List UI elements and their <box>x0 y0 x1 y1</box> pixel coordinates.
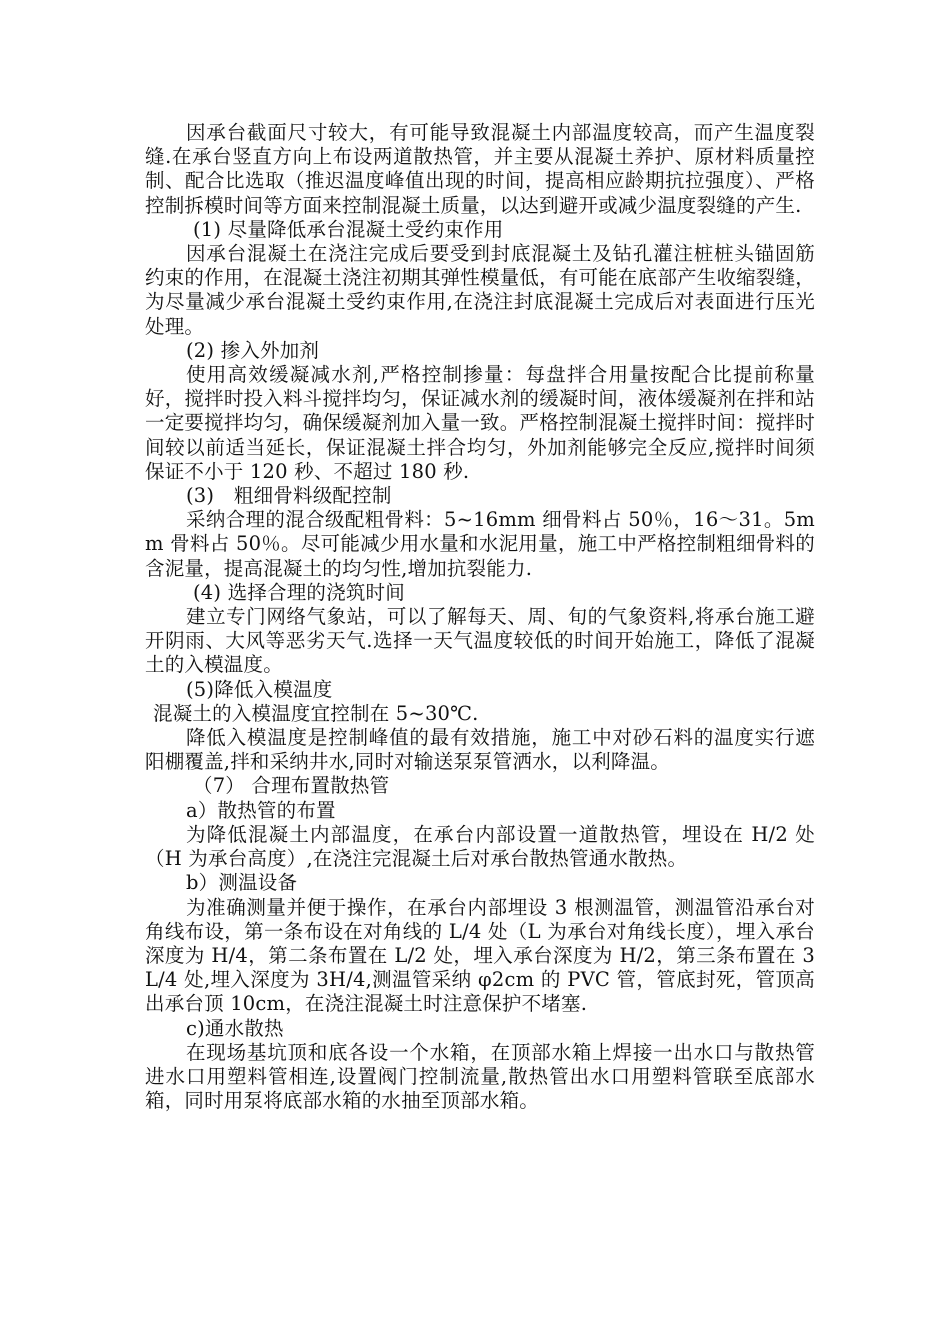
heading-4: (4) 选择合理的浇筑时间 <box>193 580 405 604</box>
subheading-a: a）散热管的布置 <box>186 798 336 822</box>
paragraph-c: 在现场基坑顶和底各设一个水箱，在顶部水箱上焊接一出水口与散热管进水口用塑料管相连,设置阀门控制流量,散热管出水口用塑料管联至底部水箱，同时用泵将底部水箱的水抽至顶部水箱。 <box>145 1040 815 1113</box>
paragraph-intro: 因承台截面尺寸较大，有可能导致混凝土内部温度较高，而产生温度裂缝.在承台竖直方向上布设两道散热管，并主要从混凝土养护、原材料质量控制、配合比选取（推迟温度峰值出现的时间，提高相应龄期抗拉强度）、严格控制拆模时间等方面来控制混凝土质量，以达到避开或减少温度裂缝的产生. <box>145 121 815 217</box>
paragraph-4: 建立专门网络气象站，可以了解每天、周、旬的气象资料,将承台施工避开阴雨、大风等恶劣天气.选择一天气温度较低的时间开始施工，降低了混凝土的入模温度。 <box>145 605 815 677</box>
heading-5: (5)降低入模温度 <box>186 677 333 701</box>
heading-2: (2) 掺入外加剂 <box>186 338 320 362</box>
paragraph-5b: 降低入模温度是控制峰值的最有效措施，施工中对砂石料的温度实行遮阳棚覆盖,拌和采纳井水,同时对输送泵泵管洒水，以利降温。 <box>145 726 815 774</box>
subheading-c: c)通水散热 <box>186 1016 284 1040</box>
heading-7: （7） 合理布置散热管 <box>193 774 390 798</box>
document-body <box>145 121 815 1113</box>
heading-1: (1) 尽量降低承台混凝土受约束作用 <box>193 217 504 241</box>
paragraph-a: 为降低混凝土内部温度，在承台内部设置一道散热管，埋设在 H/2 处（H 为承台高度）,在浇注完混凝土后对承台散热管通水散热。 <box>145 822 815 871</box>
heading-3: (3) 粗细骨料级配控制 <box>186 484 392 508</box>
paragraph-3: 采纳合理的混合级配粗骨料：5~16mm 细骨料占 50％，16～31。5mm 骨料占 50％。尽可能减少用水量和水泥用量，施工中严格控制粗细骨料的含泥量，提高混凝土的均匀性,增加抗裂能力. <box>145 508 815 580</box>
subheading-b: b）测温设备 <box>186 871 298 895</box>
paragraph-2: 使用高效缓凝减水剂,严格控制掺量：每盘拌合用量按配合比提前称量好，搅拌时投入料斗搅拌均匀，保证减水剂的缓凝时间，液体缓凝剂在拌和站一定要搅拌均匀，确保缓凝剂加入量一致。严格控制混凝土搅拌时间：搅拌时间较以前适当延长，保证混凝土拌合均匀，外加剂能够完全反应,搅拌时间须保证不小于 120 秒、不超过 180 秒. <box>145 363 815 483</box>
paragraph-5a: 混凝土的入模温度宜控制在 5~30℃. <box>153 701 479 725</box>
paragraph-1: 因承台混凝土在浇注完成后要受到封底混凝土及钻孔灌注桩桩头锚固筋约束的作用，在混凝土浇注初期其弹性模量低，有可能在底部产生收缩裂缝，为尽量减少承台混凝土受约束作用,在浇注封底混凝土完成后对表面进行压光处理。 <box>145 242 815 338</box>
paragraph-b: 为准确测量并便于操作，在承台内部埋设 3 根测温管，测温管沿承台对角线布设，第一条布设在对角线的 L/4 处（L 为承台对角线长度），埋入承台深度为 H/4，第二条布置在 L/2 处，埋入承台深度为 H/2，第三条布置在 3L/4 处,埋入深度为 3H/4,测温管采纳 φ2cm 的 PVC 管，管底封死，管顶高出承台顶 10cm，在浇注混凝土时注意保护不堵塞. <box>145 895 815 1016</box>
